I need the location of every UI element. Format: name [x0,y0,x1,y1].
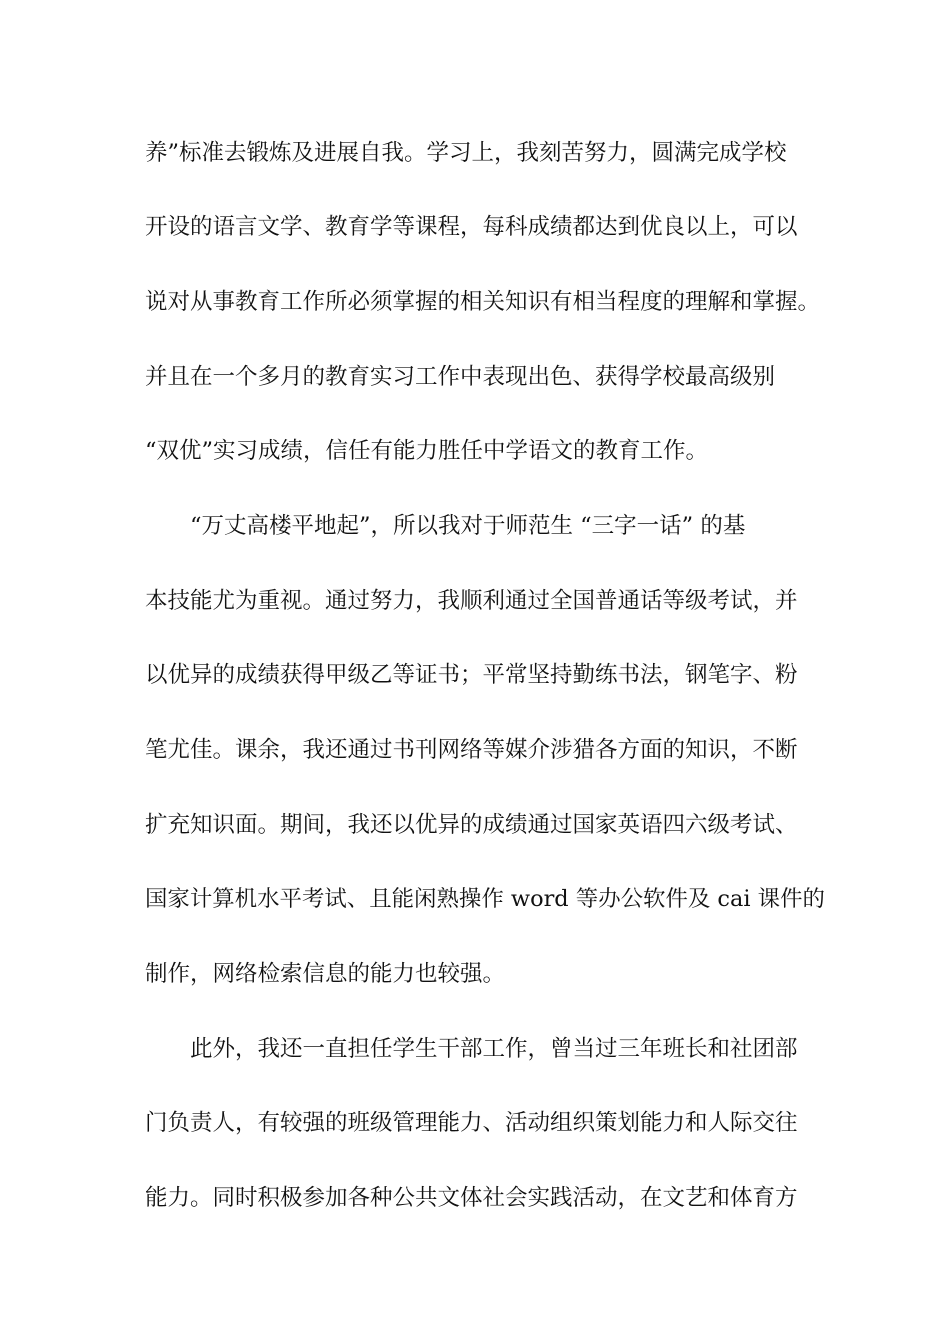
text-line: 笔尤佳。课余，我还通过书刊网络等媒介涉猎各方面的知识，不断 [145,737,798,763]
text-line: “万丈高楼平地起”，所以我对于师范生 “三字一话” 的基 [145,513,746,539]
text-line: 能力。同时积极参加各种公共文体社会实践活动，在文艺和体育方 [145,1185,798,1211]
text-line: 养”标准去锻炼及进展自我。学习上，我刻苦努力，圆满完成学校 [145,140,787,166]
text-line: 扩充知识面。期间，我还以优异的成绩通过国家英语四六级考试、 [145,812,798,838]
text-line: “双优”实习成绩，信任有能力胜任中学语文的教育工作。 [145,438,709,464]
text-line: 国家计算机水平考试、且能闲熟操作 word 等办公软件及 cai 课件的 [145,886,825,912]
text-line: 以优异的成绩获得甲级乙等证书；平常坚持勤练书法，钢笔字、粉 [145,662,798,688]
text-line: 并且在一个多月的教育实习工作中表现出色、获得学校最高级别 [145,364,776,390]
text-line: 此外，我还一直担任学生干部工作，曾当过三年班长和社团部 [145,1036,798,1062]
text-line: 说对从事教育工作所必须掌握的相关知识有相当程度的理解和掌握。 [145,289,821,315]
text-line: 门负责人，有较强的班级管理能力、活动组织策划能力和人际交往 [145,1110,798,1136]
text-line: 制作，网络检索信息的能力也较强。 [145,961,506,987]
text-line: 开设的语言文学、教育学等课程，每科成绩都达到优良以上，可以 [145,214,798,240]
text-line: 本技能尤为重视。通过努力，我顺利通过全国普通话等级考试，并 [145,588,798,614]
